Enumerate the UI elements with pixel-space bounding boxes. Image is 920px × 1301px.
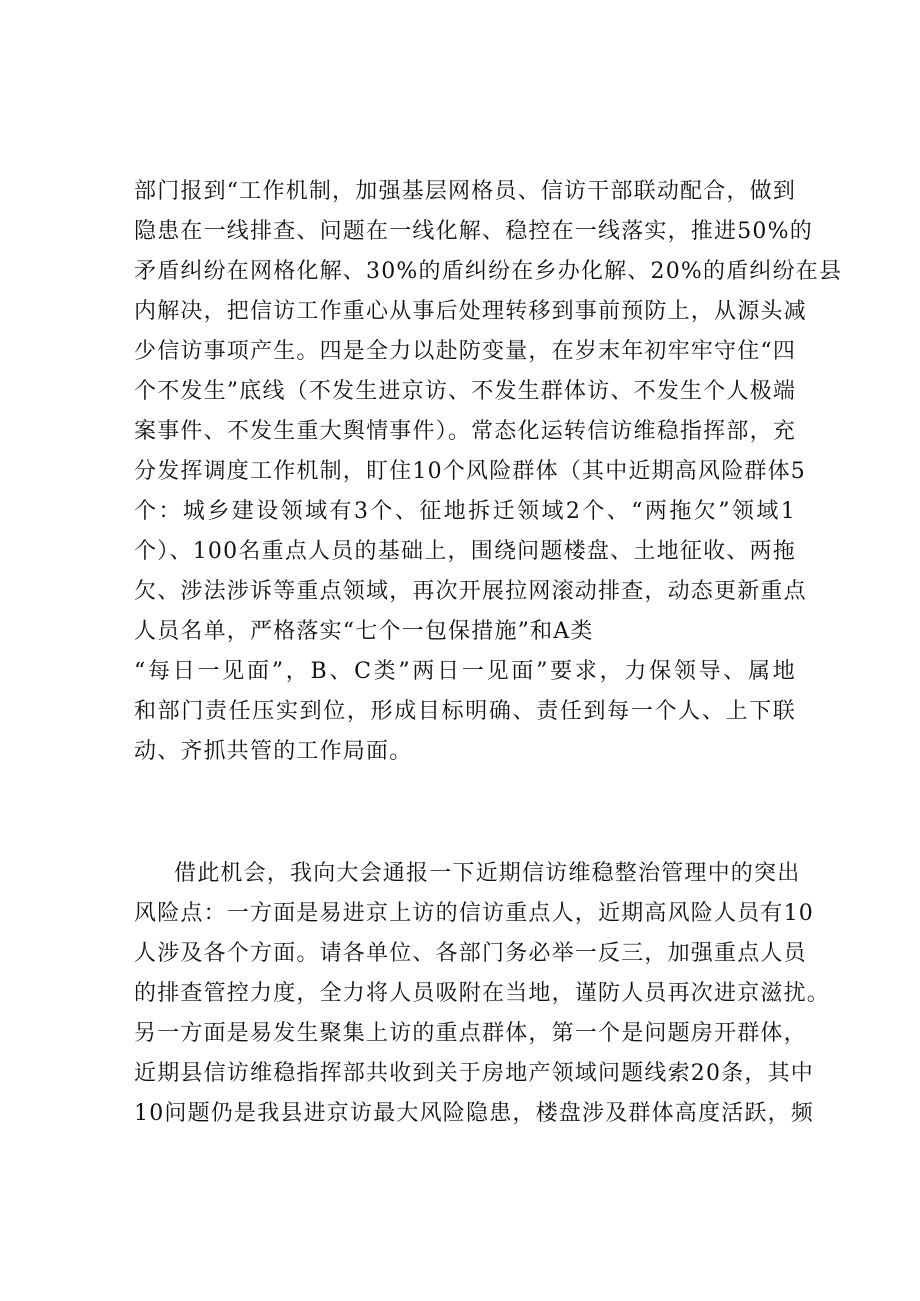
paragraph-line: 个不发生”底线（不发生进京访、不发生群体访、不发生个人极端 xyxy=(134,379,797,404)
paragraph-line: 分发挥调度工作机制，盯住10个风险群体（其中近期高风险群体5 xyxy=(134,459,806,484)
paragraph-line: 和部门责任压实到位，形成目标明确、责任到每一个人、上下联 xyxy=(134,699,796,724)
paragraph-line: 近期县信访维稳指挥部共收到关于房地产领域问题线索20条，其中 xyxy=(134,1061,814,1086)
paragraph-line: 案事件、不发生重大舆情事件）。常态化运转信访维稳指挥部，充 xyxy=(134,419,796,444)
paragraph-line: 10问题仍是我县进京访最大风险隐患，楼盘涉及群体高度活跃，频 xyxy=(134,1101,814,1126)
paragraph-line: 人涉及各个方面。请各单位、各部门务必举一反三，加强重点人员 xyxy=(134,941,807,966)
paragraph-line: 个）、100名重点人员的基础上，围绕问题楼盘、土地征收、两拖 xyxy=(134,539,796,564)
paragraph-line: 部门报到“工作机制，加强基层网格员、信访干部联动配合，做到 xyxy=(134,179,797,204)
paragraph-1 xyxy=(134,172,843,772)
paragraph-line: 动、齐抓共管的工作局面。 xyxy=(134,739,413,764)
paragraph-line: 内解决，把信访工作重心从事后处理转移到事前预防上，从源头减 xyxy=(134,299,807,324)
paragraph-line: 个：城乡建设领域有3个、征地拆迁领域2个、“两拖欠”领域1 xyxy=(134,499,796,524)
paragraph-line: 借此机会，我向大会通报一下近期信访维稳整治管理中的突出 xyxy=(174,861,801,886)
paragraph-line: 人员名单，严格落实“七个一包保措施”和A类 xyxy=(134,619,594,644)
paragraph-line: 欠、涉法涉诉等重点领域，再次开展拉网滚动排查，动态更新重点 xyxy=(134,579,807,604)
paragraph-line: 另一方面是易发生聚集上访的重点群体，第一个是问题房开群体， xyxy=(134,1021,807,1046)
paragraph-2 xyxy=(134,854,831,1134)
paragraph-line: “每日一见面”，B、C类”两日一见面”要求，力保领导、属地 xyxy=(134,659,796,684)
paragraph-line: 隐患在一线排查、问题在一线化解、稳控在一线落实，推进50%的 xyxy=(134,219,813,244)
paragraph-line: 风险点：一方面是易进京上访的信访重点人，近期高风险人员有10 xyxy=(134,901,814,926)
paragraph-line: 少信访事项产生。四是全力以赴防变量，在岁末年初牢牢守住“四 xyxy=(134,339,797,364)
paragraph-line: 矛盾纠纷在网格化解、30%的盾纠纷在乡办化解、20%的盾纠纷在县 xyxy=(134,259,843,284)
paragraph-line: 的排查管控力度，全力将人员吸附在当地，谨防人员再次进京滋扰。 xyxy=(134,981,831,1006)
